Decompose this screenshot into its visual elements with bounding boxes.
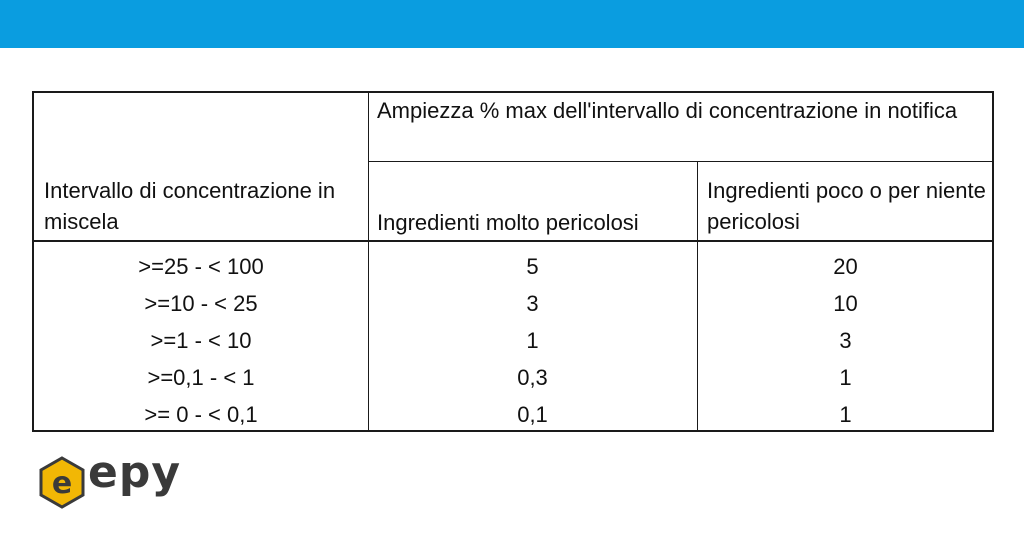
table-divider bbox=[368, 161, 994, 162]
table-body bbox=[34, 248, 994, 433]
cell-molto: 1 bbox=[526, 327, 539, 353]
column-group-header: Ampiezza % max dell'intervallo di concentrazione in notifica bbox=[377, 98, 958, 123]
table-row bbox=[34, 322, 994, 359]
column-header-interval: Intervallo di concentrazione in miscela bbox=[44, 178, 336, 234]
cell-molto: 3 bbox=[526, 290, 539, 316]
table-row bbox=[34, 359, 994, 396]
cell-interval: >=1 - < 10 bbox=[150, 327, 252, 353]
cell-interval: >=25 - < 100 bbox=[138, 253, 264, 279]
cell-interval: >= 0 - < 0,1 bbox=[144, 401, 258, 427]
svg-text:e: e bbox=[51, 466, 73, 501]
cell-molto: 0,3 bbox=[517, 364, 548, 390]
cell-poco: 10 bbox=[833, 290, 858, 316]
table-row bbox=[34, 285, 994, 322]
column-header-molto-pericolosi: Ingredienti molto pericolosi bbox=[377, 210, 639, 235]
top-banner bbox=[0, 0, 1024, 48]
table-row bbox=[34, 396, 994, 433]
cell-molto: 0,1 bbox=[517, 401, 548, 427]
cell-poco: 20 bbox=[833, 253, 858, 279]
cell-interval: >=10 - < 25 bbox=[144, 290, 258, 316]
table-row bbox=[34, 248, 994, 285]
cell-poco: 1 bbox=[839, 401, 852, 427]
cell-poco: 1 bbox=[839, 364, 852, 390]
cell-molto: 5 bbox=[526, 253, 539, 279]
table-header-divider bbox=[34, 240, 994, 242]
cell-poco: 3 bbox=[839, 327, 852, 353]
column-header-poco-pericolosi: Ingredienti poco o per niente pericolosi bbox=[707, 178, 986, 234]
epy-logo-text: epy bbox=[88, 447, 182, 498]
cell-interval: >=0,1 - < 1 bbox=[147, 364, 255, 390]
concentration-table bbox=[32, 91, 994, 432]
